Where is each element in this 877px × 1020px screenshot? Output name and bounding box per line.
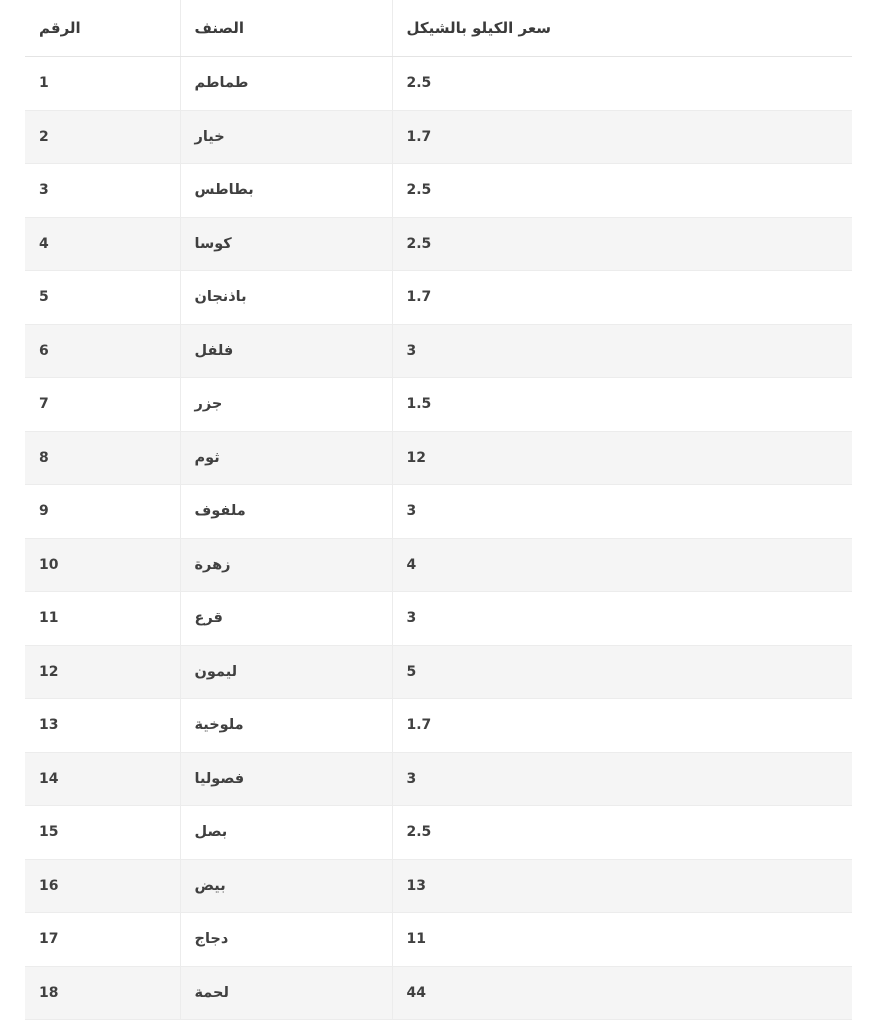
table-row bbox=[25, 538, 852, 592]
cell-number: 5 bbox=[25, 271, 180, 325]
cell-item: ملوخية bbox=[180, 699, 392, 753]
table-row bbox=[25, 645, 852, 699]
cell-number: 8 bbox=[25, 431, 180, 485]
cell-number: 17 bbox=[25, 913, 180, 967]
table-row bbox=[25, 110, 852, 164]
table-row bbox=[25, 57, 852, 111]
cell-price: 11 bbox=[392, 913, 852, 967]
cell-item: باذنجان bbox=[180, 271, 392, 325]
cell-item: قرع bbox=[180, 592, 392, 646]
table-row bbox=[25, 271, 852, 325]
cell-number: 6 bbox=[25, 324, 180, 378]
cell-item: فلفل bbox=[180, 324, 392, 378]
cell-number: 4 bbox=[25, 217, 180, 271]
cell-number: 12 bbox=[25, 645, 180, 699]
table-row bbox=[25, 485, 852, 539]
cell-item: طماطم bbox=[180, 57, 392, 111]
cell-number: 16 bbox=[25, 859, 180, 913]
table-header bbox=[25, 0, 852, 57]
table-row bbox=[25, 913, 852, 967]
table-row bbox=[25, 592, 852, 646]
table-row bbox=[25, 164, 852, 218]
cell-price: 2.5 bbox=[392, 164, 852, 218]
column-header-price: سعر الكيلو بالشيكل bbox=[392, 0, 852, 57]
cell-price: 3 bbox=[392, 592, 852, 646]
cell-price: 1.7 bbox=[392, 110, 852, 164]
table-row bbox=[25, 859, 852, 913]
cell-number: 2 bbox=[25, 110, 180, 164]
column-header-item: الصنف bbox=[180, 0, 392, 57]
cell-price: 1.7 bbox=[392, 271, 852, 325]
cell-number: 18 bbox=[25, 966, 180, 1020]
table-row bbox=[25, 699, 852, 753]
cell-price: 2.5 bbox=[392, 57, 852, 111]
cell-price: 2.5 bbox=[392, 806, 852, 860]
cell-price: 12 bbox=[392, 431, 852, 485]
table-row bbox=[25, 217, 852, 271]
cell-price: 1.5 bbox=[392, 378, 852, 432]
table-row bbox=[25, 324, 852, 378]
cell-item: بيض bbox=[180, 859, 392, 913]
table-row bbox=[25, 378, 852, 432]
cell-number: 15 bbox=[25, 806, 180, 860]
cell-number: 9 bbox=[25, 485, 180, 539]
column-header-number: الرقم bbox=[25, 0, 180, 57]
cell-item: خيار bbox=[180, 110, 392, 164]
cell-price: 3 bbox=[392, 485, 852, 539]
cell-item: كوسا bbox=[180, 217, 392, 271]
cell-item: جزر bbox=[180, 378, 392, 432]
table-row bbox=[25, 806, 852, 860]
cell-number: 3 bbox=[25, 164, 180, 218]
table-header-row bbox=[25, 0, 852, 57]
cell-item: بصل bbox=[180, 806, 392, 860]
price-table bbox=[25, 0, 852, 1020]
cell-price: 1.7 bbox=[392, 699, 852, 753]
table-body bbox=[25, 57, 852, 1020]
cell-item: ثوم bbox=[180, 431, 392, 485]
cell-item: زهرة bbox=[180, 538, 392, 592]
cell-item: فصوليا bbox=[180, 752, 392, 806]
cell-item: ليمون bbox=[180, 645, 392, 699]
cell-price: 3 bbox=[392, 324, 852, 378]
table-row bbox=[25, 966, 852, 1020]
cell-price: 13 bbox=[392, 859, 852, 913]
cell-price: 4 bbox=[392, 538, 852, 592]
cell-item: دجاج bbox=[180, 913, 392, 967]
cell-number: 14 bbox=[25, 752, 180, 806]
cell-price: 3 bbox=[392, 752, 852, 806]
cell-price: 2.5 bbox=[392, 217, 852, 271]
cell-number: 7 bbox=[25, 378, 180, 432]
table-row bbox=[25, 752, 852, 806]
cell-number: 13 bbox=[25, 699, 180, 753]
cell-item: لحمة bbox=[180, 966, 392, 1020]
cell-item: بطاطس bbox=[180, 164, 392, 218]
cell-price: 5 bbox=[392, 645, 852, 699]
cell-number: 10 bbox=[25, 538, 180, 592]
cell-item: ملفوف bbox=[180, 485, 392, 539]
cell-number: 1 bbox=[25, 57, 180, 111]
cell-price: 44 bbox=[392, 966, 852, 1020]
cell-number: 11 bbox=[25, 592, 180, 646]
table-row bbox=[25, 431, 852, 485]
